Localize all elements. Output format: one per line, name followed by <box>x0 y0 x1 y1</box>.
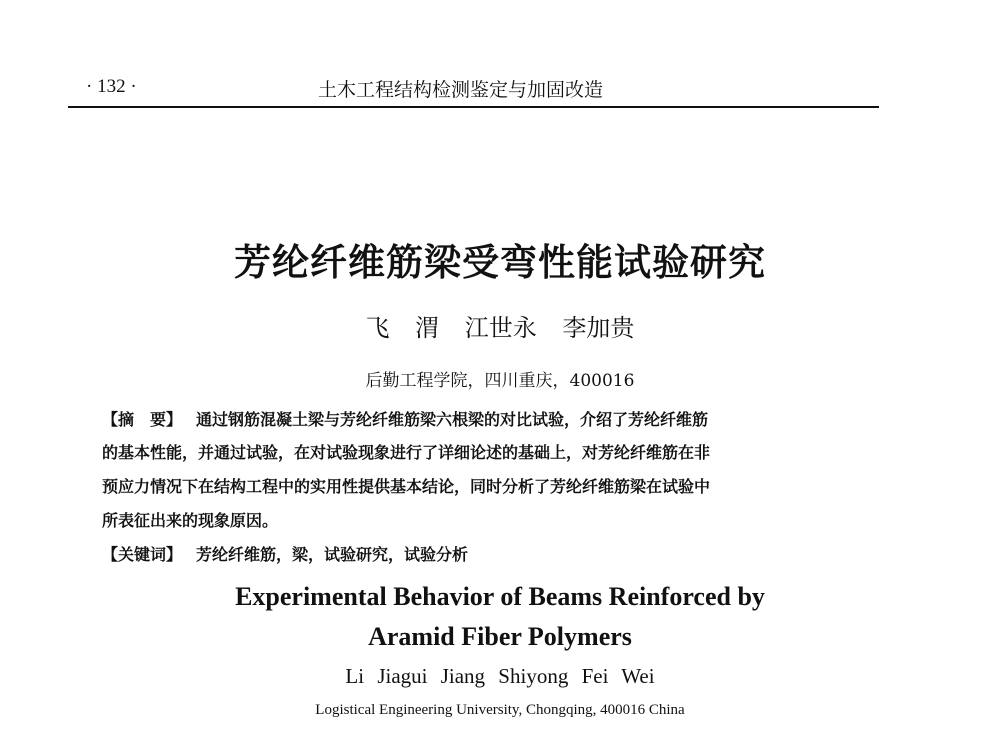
paper-title-english-line-1: Experimental Behavior of Beams Reinforced by <box>235 582 765 611</box>
authors-chinese: 飞 渭 江世永 李加贵 <box>365 314 635 342</box>
keywords-text: 芳纶纤维筋，梁，试验研究，试验分析 <box>196 545 469 564</box>
abstract-text: 通过钢筋混凝土梁与芳纶纤维筋梁六根梁的对比试验，介绍了芳纶纤维筋 <box>196 410 709 429</box>
authors-english: Li Jiagui Jiang Shiyong Fei Wei <box>345 664 655 688</box>
paper-title-english-line-2: Aramid Fiber Polymers <box>368 622 632 651</box>
abstract-line: 的基本性能，并通过试验，在对试验现象进行了详细论述的基础上，对芳纶纤维筋在非 <box>102 443 711 462</box>
keywords-label: 【关键词】 <box>102 545 183 564</box>
abstract-line: 预应力情况下在结构工程中的实用性提供基本结论，同时分析了芳纶纤维筋梁在试验中 <box>102 477 711 496</box>
page-number: · 132 · <box>86 76 137 97</box>
journal-title: 土木工程结构检测鉴定与加固改造 <box>318 79 604 101</box>
abstract-label: 【摘 要】 <box>102 410 183 429</box>
keywords-line <box>102 542 468 565</box>
affiliation-english: Logistical Engineering University, Chongqing, 400016 China <box>315 702 685 718</box>
affiliation-chinese: 后勤工程学院，四川重庆，400016 <box>365 371 635 391</box>
abstract-line <box>102 407 708 430</box>
abstract-line: 所表征出来的现象原因。 <box>102 511 279 530</box>
header-rule <box>68 106 879 108</box>
paper-title-chinese: 芳纶纤维筋梁受弯性能试验研究 <box>234 240 766 284</box>
